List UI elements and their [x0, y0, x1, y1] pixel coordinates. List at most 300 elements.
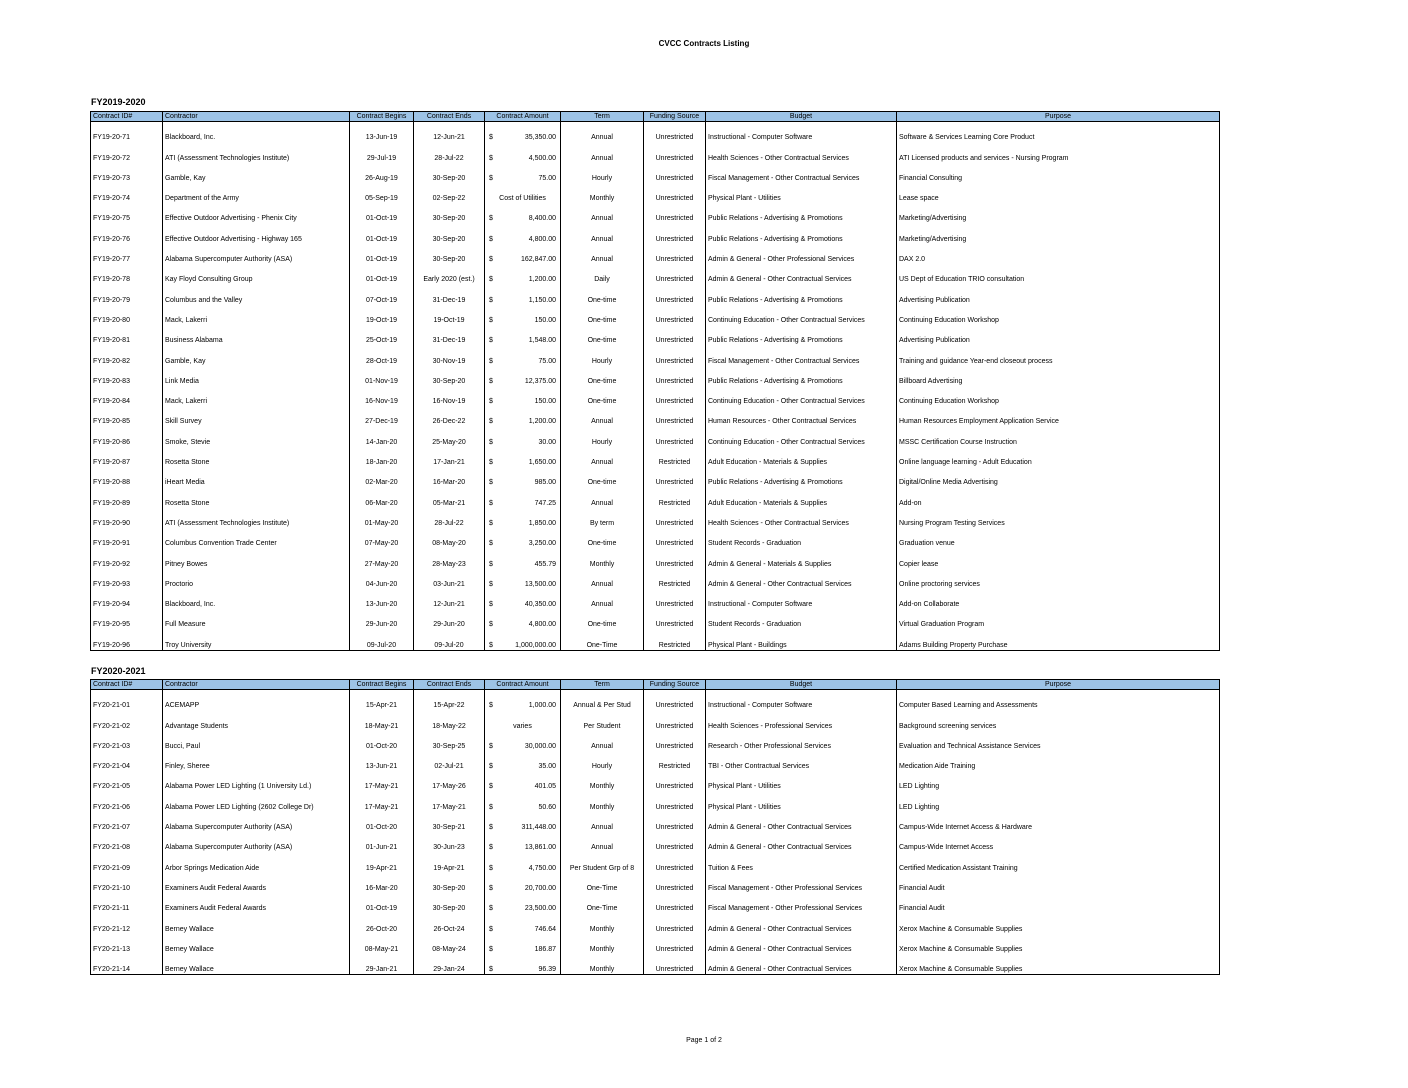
- cell-contract-amount: [485, 731, 561, 751]
- cell-contract-id: FY20-21-08: [93, 844, 130, 852]
- currency-symbol: $: [489, 763, 493, 771]
- cell-term: One-time: [561, 305, 644, 325]
- header-contract-ends: Contract Ends: [414, 680, 485, 690]
- cell-funding-source: Unrestricted: [644, 284, 706, 304]
- currency-symbol: $: [489, 459, 493, 467]
- cell-contractor: Kay Floyd Consulting Group: [163, 264, 350, 284]
- cell-contract-begins: 28-Oct-19: [350, 345, 414, 365]
- cell-contract-begins: 29-Jun-20: [350, 609, 414, 629]
- cell-term: One-time: [561, 325, 644, 345]
- cell-funding-source: Unrestricted: [644, 832, 706, 852]
- cell-funding-source: Unrestricted: [644, 426, 706, 446]
- currency-symbol: $: [489, 560, 493, 568]
- currency-symbol: $: [489, 418, 493, 426]
- cell-term: Annual & Per Stud: [561, 690, 644, 711]
- header-budget: Budget: [706, 680, 897, 690]
- amount-value: 20,700.00: [524, 884, 556, 892]
- cell-contract-begins: 04-Jun-20: [350, 569, 414, 589]
- table-row: [91, 264, 1220, 284]
- cell-budget: Health Sciences - Other Contractual Services: [706, 142, 897, 162]
- cell-contractor: Business Alabama: [163, 325, 350, 345]
- cell-contract-amount: [485, 122, 561, 143]
- cell-contract-begins: 18-Jan-20: [350, 447, 414, 467]
- cell-contract-id: FY19-20-75: [93, 215, 130, 223]
- cell-contract-ends: 30-Sep-20: [414, 163, 485, 183]
- cell-budget: Public Relations - Advertising & Promotions: [706, 325, 897, 345]
- cell-contract-begins: 01-Oct-19: [350, 223, 414, 243]
- cell-contract-amount: [485, 264, 561, 284]
- cell-contract-begins: 17-May-21: [350, 771, 414, 791]
- cell-contract-id: FY19-20-74: [93, 195, 130, 203]
- cell-funding-source: Unrestricted: [644, 467, 706, 487]
- amount-value: 4,800.00: [528, 235, 556, 243]
- cell-contract-ends: Early 2020 (est.): [414, 264, 485, 284]
- cell-contract-begins: 15-Apr-21: [350, 690, 414, 711]
- cell-term: Annual: [561, 569, 644, 589]
- cell-contract-amount: [485, 609, 561, 629]
- cell-contract-ends: 17-Jan-21: [414, 447, 485, 467]
- cell-funding-source: Unrestricted: [644, 203, 706, 223]
- cell-budget: Admin & General - Other Contractual Services: [706, 832, 897, 852]
- cell-purpose: Computer Based Learning and Assessments: [897, 690, 1220, 711]
- cell-purpose: Xerox Machine & Consumable Supplies: [897, 934, 1220, 954]
- cell-budget: Fiscal Management - Other Contractual Services: [706, 345, 897, 365]
- cell-term: Hourly: [561, 163, 644, 183]
- cell-term: Monthly: [561, 954, 644, 975]
- amount-value: 186.87: [534, 945, 556, 953]
- cell-contractor: Columbus and the Valley: [163, 284, 350, 304]
- cell-purpose: Software & Services Learning Core Product: [897, 122, 1220, 143]
- currency-symbol: $: [489, 337, 493, 345]
- table-row: [91, 345, 1220, 365]
- currency-symbol: $: [489, 235, 493, 243]
- cell-contractor: Department of the Army: [163, 183, 350, 203]
- currency-symbol: $: [489, 438, 493, 446]
- table-header-row: [91, 112, 1220, 122]
- cell-contract-amount: [485, 528, 561, 548]
- amount-value: 13,861.00: [524, 844, 556, 852]
- cell-contract-begins: 01-May-20: [350, 508, 414, 528]
- cell-contract-ends: 30-Sep-20: [414, 893, 485, 913]
- cell-contract-id: FY20-21-06: [93, 803, 130, 811]
- currency-symbol: $: [489, 783, 493, 791]
- cell-term: Daily: [561, 264, 644, 284]
- cell-contract-amount: varies: [485, 710, 561, 730]
- table-row: [91, 447, 1220, 467]
- cell-contractor: Pitney Bowes: [163, 548, 350, 568]
- table-row: [91, 913, 1220, 933]
- cell-contract-ends: 09-Jul-20: [414, 629, 485, 650]
- cell-contract-id: FY20-21-14: [93, 966, 130, 974]
- cell-budget: Student Records - Graduation: [706, 609, 897, 629]
- cell-contract-ends: 18-May-22: [414, 710, 485, 730]
- cell-contract-id: FY19-20-72: [93, 154, 130, 162]
- cell-term: Monthly: [561, 548, 644, 568]
- cell-purpose: Background screening services: [897, 710, 1220, 730]
- cell-contract-amount: [485, 366, 561, 386]
- table-row: [91, 893, 1220, 913]
- cell-contractor: Effective Outdoor Advertising - Highway 165: [163, 223, 350, 243]
- amount-value: 1,850.00: [528, 519, 556, 527]
- cell-contract-id: FY19-20-86: [93, 438, 130, 446]
- table-row: [91, 203, 1220, 223]
- cell-contract-ends: 12-Jun-21: [414, 122, 485, 143]
- cell-contract-begins: 01-Oct-19: [350, 264, 414, 284]
- cell-contractor: Gamble, Kay: [163, 345, 350, 365]
- cell-contract-amount: [485, 487, 561, 507]
- cell-purpose: Xerox Machine & Consumable Supplies: [897, 954, 1220, 975]
- cell-contract-amount: [485, 569, 561, 589]
- cell-contract-id: FY20-21-09: [93, 864, 130, 872]
- cell-budget: Admin & General - Materials & Supplies: [706, 548, 897, 568]
- cell-funding-source: Unrestricted: [644, 508, 706, 528]
- cell-budget: Physical Plant - Utilities: [706, 791, 897, 811]
- cell-term: One-Time: [561, 873, 644, 893]
- cell-purpose: Copier lease: [897, 548, 1220, 568]
- cell-contract-amount: [485, 406, 561, 426]
- amount-value: 401.05: [534, 783, 556, 791]
- cell-contract-begins: 26-Oct-20: [350, 913, 414, 933]
- cell-purpose: Training and guidance Year-end closeout process: [897, 345, 1220, 365]
- cell-term: Per Student Grp of 8: [561, 852, 644, 872]
- cell-contract-amount: [485, 832, 561, 852]
- cell-purpose: Financial Consulting: [897, 163, 1220, 183]
- cell-contractor: Alabama Power LED Lighting (2602 College Dr): [163, 791, 350, 811]
- cell-contractor: ATI (Assessment Technologies Institute): [163, 142, 350, 162]
- cell-purpose: Lease space: [897, 183, 1220, 203]
- cell-funding-source: Unrestricted: [644, 589, 706, 609]
- cell-contract-id: FY20-21-12: [93, 925, 130, 933]
- cell-contractor: Alabama Supercomputer Authority (ASA): [163, 832, 350, 852]
- cell-contract-amount: [485, 426, 561, 446]
- cell-contract-ends: 30-Sep-20: [414, 223, 485, 243]
- cell-contract-ends: 19-Apr-21: [414, 852, 485, 872]
- cell-funding-source: Unrestricted: [644, 183, 706, 203]
- amount-value: 75.00: [538, 357, 556, 365]
- cell-funding-source: Restricted: [644, 487, 706, 507]
- currency-symbol: $: [489, 702, 493, 710]
- currency-symbol: $: [489, 580, 493, 588]
- amount-value: 455.79: [534, 560, 556, 568]
- currency-symbol: $: [489, 276, 493, 284]
- cell-contract-amount: [485, 751, 561, 771]
- cell-contract-begins: 27-May-20: [350, 548, 414, 568]
- cell-contract-ends: 08-May-20: [414, 528, 485, 548]
- cell-contract-ends: 29-Jun-20: [414, 609, 485, 629]
- cell-funding-source: Restricted: [644, 569, 706, 589]
- cell-contractor: Mack, Lakerri: [163, 305, 350, 325]
- cell-budget: Research - Other Professional Services: [706, 731, 897, 751]
- cell-contract-ends: 26-Dec-22: [414, 406, 485, 426]
- table-row: [91, 528, 1220, 548]
- cell-contract-amount: [485, 386, 561, 406]
- cell-contract-begins: 01-Oct-20: [350, 731, 414, 751]
- cell-funding-source: Unrestricted: [644, 122, 706, 143]
- cell-contract-id: FY20-21-05: [93, 783, 130, 791]
- cell-budget: Admin & General - Other Professional Services: [706, 244, 897, 264]
- cell-contract-begins: 27-Dec-19: [350, 406, 414, 426]
- cell-contract-ends: 30-Sep-20: [414, 366, 485, 386]
- amount-value: 8,400.00: [528, 215, 556, 223]
- cell-contract-begins: 16-Mar-20: [350, 873, 414, 893]
- cell-funding-source: Unrestricted: [644, 244, 706, 264]
- cell-contract-begins: 01-Jun-21: [350, 832, 414, 852]
- table-row: [91, 954, 1220, 975]
- cell-contract-amount: [485, 548, 561, 568]
- cell-contract-id: FY19-20-88: [93, 479, 130, 487]
- header-contract-begins: Contract Begins: [350, 680, 414, 690]
- cell-contract-id: FY20-21-03: [93, 742, 130, 750]
- table-row: [91, 589, 1220, 609]
- cell-funding-source: Unrestricted: [644, 548, 706, 568]
- amount-value: 50.60: [538, 803, 556, 811]
- cell-contract-amount: [485, 873, 561, 893]
- cell-contract-ends: 16-Mar-20: [414, 467, 485, 487]
- cell-contract-ends: 15-Apr-22: [414, 690, 485, 711]
- table-row: [91, 812, 1220, 832]
- header-funding-source: Funding Source: [644, 112, 706, 122]
- currency-symbol: $: [489, 945, 493, 953]
- section-title: FY2019-2020: [91, 97, 146, 107]
- table-row: [91, 305, 1220, 325]
- cell-funding-source: Unrestricted: [644, 325, 706, 345]
- cell-contract-id: FY19-20-94: [93, 601, 130, 609]
- cell-purpose: Graduation venue: [897, 528, 1220, 548]
- header-contractor: Contractor: [163, 680, 350, 690]
- cell-purpose: Online language learning - Adult Education: [897, 447, 1220, 467]
- contracts-table: [90, 111, 1220, 651]
- cell-contract-id: FY19-20-77: [93, 256, 130, 264]
- cell-contractor: Alabama Supercomputer Authority (ASA): [163, 244, 350, 264]
- cell-contract-begins: 01-Oct-20: [350, 812, 414, 832]
- cell-contractor: Alabama Power LED Lighting (1 University Ld.): [163, 771, 350, 791]
- cell-contract-id: FY19-20-89: [93, 499, 130, 507]
- cell-budget: Public Relations - Advertising & Promotions: [706, 366, 897, 386]
- currency-symbol: $: [489, 621, 493, 629]
- amount-value: 1,548.00: [528, 337, 556, 345]
- amount-value: 311,448.00: [521, 824, 556, 832]
- cell-contract-ends: 30-Sep-21: [414, 812, 485, 832]
- cell-contract-ends: 30-Sep-20: [414, 873, 485, 893]
- cell-budget: Admin & General - Other Contractual Services: [706, 812, 897, 832]
- cell-contract-ends: 28-May-23: [414, 548, 485, 568]
- header-budget: Budget: [706, 112, 897, 122]
- section-title: FY2020-2021: [91, 666, 146, 676]
- cell-funding-source: Unrestricted: [644, 852, 706, 872]
- cell-contract-ends: 30-Sep-20: [414, 203, 485, 223]
- amount-value: 23,500.00: [524, 905, 556, 913]
- amount-value: 1,200.00: [528, 418, 556, 426]
- cell-purpose: Add-on: [897, 487, 1220, 507]
- cell-contractor: Smoke, Stevie: [163, 426, 350, 446]
- cell-term: By term: [561, 508, 644, 528]
- header-contract-id: Contract ID#: [91, 112, 163, 122]
- amount-value: 150.00: [534, 316, 556, 324]
- currency-symbol: $: [489, 215, 493, 223]
- cell-contractor: Proctorio: [163, 569, 350, 589]
- cell-term: Per Student: [561, 710, 644, 730]
- cell-contractor: Advantage Students: [163, 710, 350, 730]
- table-row: [91, 386, 1220, 406]
- cell-contract-ends: 31-Dec-19: [414, 284, 485, 304]
- table-row: [91, 751, 1220, 771]
- cell-contract-begins: 25-Oct-19: [350, 325, 414, 345]
- cell-budget: Tuition & Fees: [706, 852, 897, 872]
- amount-value: 162,847.00: [520, 256, 556, 264]
- cell-funding-source: Restricted: [644, 751, 706, 771]
- cell-term: Monthly: [561, 771, 644, 791]
- cell-contract-begins: 19-Oct-19: [350, 305, 414, 325]
- cell-contract-amount: [485, 791, 561, 811]
- amount-value: 35.00: [538, 763, 556, 771]
- cell-funding-source: Unrestricted: [644, 142, 706, 162]
- cell-contract-begins: 07-Oct-19: [350, 284, 414, 304]
- cell-contract-id: FY20-21-01: [93, 702, 130, 710]
- cell-term: Annual: [561, 203, 644, 223]
- cell-contract-amount: [485, 508, 561, 528]
- cell-contract-begins: 13-Jun-19: [350, 122, 414, 143]
- cell-budget: Admin & General - Other Contractual Services: [706, 934, 897, 954]
- currency-symbol: $: [489, 742, 493, 750]
- table-row: [91, 366, 1220, 386]
- currency-symbol: $: [489, 134, 493, 142]
- amount-value: 1,000,000.00: [515, 641, 556, 649]
- currency-symbol: $: [489, 925, 493, 933]
- cell-term: Annual: [561, 142, 644, 162]
- cell-contract-ends: 08-May-24: [414, 934, 485, 954]
- cell-contract-amount: [485, 852, 561, 872]
- cell-contract-id: FY19-20-80: [93, 316, 130, 324]
- cell-contract-amount: [485, 771, 561, 791]
- cell-contract-id: FY19-20-92: [93, 560, 130, 568]
- cell-budget: Fiscal Management - Other Contractual Services: [706, 163, 897, 183]
- cell-contractor: Examiners Audit Federal Awards: [163, 893, 350, 913]
- cell-purpose: Adams Building Property Purchase: [897, 629, 1220, 650]
- table-row: [91, 284, 1220, 304]
- header-term: Term: [561, 680, 644, 690]
- cell-contract-amount: Cost of Utilities: [485, 183, 561, 203]
- cell-contract-begins: 01-Oct-19: [350, 893, 414, 913]
- table-row: [91, 832, 1220, 852]
- cell-budget: Fiscal Management - Other Professional Services: [706, 893, 897, 913]
- table-row: [91, 791, 1220, 811]
- cell-purpose: LED Lighting: [897, 771, 1220, 791]
- table-row: [91, 609, 1220, 629]
- currency-symbol: $: [489, 824, 493, 832]
- cell-funding-source: Unrestricted: [644, 406, 706, 426]
- cell-term: Monthly: [561, 934, 644, 954]
- cell-contract-id: FY19-20-90: [93, 519, 130, 527]
- cell-contract-amount: [485, 142, 561, 162]
- header-contract-amount: Contract Amount: [485, 680, 561, 690]
- cell-contract-id: FY20-21-11: [93, 905, 130, 913]
- currency-symbol: $: [489, 398, 493, 406]
- cell-contract-id: FY19-20-93: [93, 580, 130, 588]
- header-contract-ends: Contract Ends: [414, 112, 485, 122]
- cell-funding-source: Unrestricted: [644, 812, 706, 832]
- table-row: [91, 406, 1220, 426]
- cell-contract-ends: 03-Jun-21: [414, 569, 485, 589]
- currency-symbol: $: [489, 601, 493, 609]
- cell-purpose: LED Lighting: [897, 791, 1220, 811]
- cell-contractor: Rosetta Stone: [163, 447, 350, 467]
- currency-symbol: $: [489, 316, 493, 324]
- amount-value: 12,375.00: [524, 377, 556, 385]
- cell-contract-id: FY19-20-91: [93, 540, 130, 548]
- cell-funding-source: Unrestricted: [644, 913, 706, 933]
- header-funding-source: Funding Source: [644, 680, 706, 690]
- currency-symbol: $: [489, 357, 493, 365]
- cell-contract-ends: 12-Jun-21: [414, 589, 485, 609]
- cell-contractor: Bucci, Paul: [163, 731, 350, 751]
- cell-contractor: Examiners Audit Federal Awards: [163, 873, 350, 893]
- cell-purpose: Advertising Publication: [897, 325, 1220, 345]
- table-row: [91, 731, 1220, 751]
- table-row: [91, 548, 1220, 568]
- cell-contract-id: FY19-20-96: [93, 641, 130, 649]
- cell-contract-id: FY19-20-71: [93, 134, 130, 142]
- cell-contract-amount: [485, 203, 561, 223]
- cell-contract-id: FY19-20-95: [93, 621, 130, 629]
- cell-term: Annual: [561, 406, 644, 426]
- currency-symbol: $: [489, 864, 493, 872]
- cell-contract-amount: [485, 447, 561, 467]
- cell-contractor: Mack, Lakerri: [163, 386, 350, 406]
- cell-purpose: Human Resources Employment Application Service: [897, 406, 1220, 426]
- amount-value: 1,000.00: [528, 702, 556, 710]
- cell-funding-source: Unrestricted: [644, 710, 706, 730]
- cell-contract-ends: 30-Jun-23: [414, 832, 485, 852]
- cell-budget: Health Sciences - Other Contractual Services: [706, 508, 897, 528]
- cell-contract-id: FY20-21-04: [93, 763, 130, 771]
- table-row: [91, 508, 1220, 528]
- cell-contract-id: FY20-21-13: [93, 945, 130, 953]
- cell-contract-id: FY19-20-76: [93, 235, 130, 243]
- cell-purpose: Financial Audit: [897, 893, 1220, 913]
- cell-contract-begins: 14-Jan-20: [350, 426, 414, 446]
- amount-value: 746.64: [534, 925, 556, 933]
- cell-contract-begins: 08-May-21: [350, 934, 414, 954]
- cell-purpose: Financial Audit: [897, 873, 1220, 893]
- cell-contract-begins: 17-May-21: [350, 791, 414, 811]
- cell-budget: Physical Plant - Buildings: [706, 629, 897, 650]
- cell-purpose: DAX 2.0: [897, 244, 1220, 264]
- amount-value: 4,750.00: [528, 864, 556, 872]
- amount-value: 13,500.00: [524, 580, 556, 588]
- currency-symbol: $: [489, 966, 493, 974]
- amount-value: 4,500.00: [528, 154, 556, 162]
- cell-purpose: Continuing Education Workshop: [897, 386, 1220, 406]
- currency-symbol: $: [489, 296, 493, 304]
- amount-value: 747.25: [534, 499, 556, 507]
- cell-contract-id: FY19-20-79: [93, 296, 130, 304]
- cell-contractor: Gamble, Kay: [163, 163, 350, 183]
- table-row: [91, 852, 1220, 872]
- cell-term: One-time: [561, 284, 644, 304]
- table-row: [91, 873, 1220, 893]
- cell-funding-source: Unrestricted: [644, 893, 706, 913]
- cell-funding-source: Unrestricted: [644, 731, 706, 751]
- cell-term: Annual: [561, 812, 644, 832]
- cell-term: Hourly: [561, 345, 644, 365]
- cell-contractor: Rosetta Stone: [163, 487, 350, 507]
- cell-contract-begins: 29-Jan-21: [350, 954, 414, 975]
- cell-purpose: Advertising Publication: [897, 284, 1220, 304]
- cell-contract-ends: 31-Dec-19: [414, 325, 485, 345]
- cell-budget: Admin & General - Other Contractual Services: [706, 913, 897, 933]
- cell-contract-begins: 01-Oct-19: [350, 244, 414, 264]
- page-number: Page 1 of 2: [686, 1037, 722, 1044]
